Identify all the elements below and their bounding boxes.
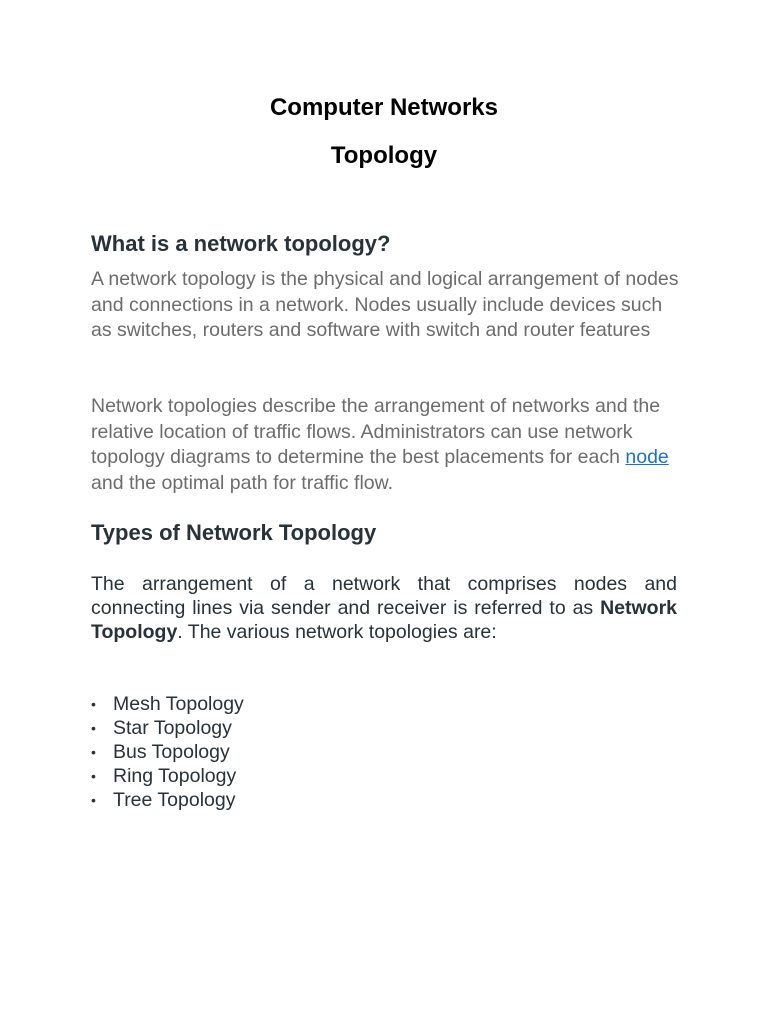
paragraph-types-text-end: . The various network topologies are:	[177, 621, 497, 643]
topology-list	[91, 692, 244, 812]
list-item	[91, 788, 244, 812]
list-item-label: Bus Topology	[113, 741, 230, 763]
bullet-icon: •	[91, 720, 96, 736]
section-heading-what-is-topology: What is a network topology?	[91, 231, 391, 256]
document-title: Computer Networks	[269, 94, 499, 121]
list-item	[91, 764, 244, 788]
bullet-icon: •	[91, 792, 96, 808]
paragraph-definition: A network topology is the physical and logical arrangement of nodes and connections in a network. Nodes usually include devices such as switches, routers and software with switch and router features	[91, 268, 679, 342]
document-subtitle: Topology	[330, 142, 438, 169]
section-heading-types: Types of Network Topology	[91, 520, 377, 545]
paragraph-description-text: Network topologies describe the arrangement of networks and the relative location of traffic flows. Administrators can use network topology diagrams to determine the best placements for each	[91, 395, 661, 469]
paragraph-description-text-end: and the optimal path for traffic flow.	[91, 471, 394, 494]
bullet-icon: •	[91, 696, 96, 712]
list-item-label: Ring Topology	[113, 765, 237, 787]
list-item-label: Tree Topology	[113, 789, 236, 811]
paragraph-types-intro	[91, 572, 677, 644]
paragraph-types-text: The arrangement of a network that comprises nodes and connecting lines via sender and receiver is referred to as	[91, 573, 677, 619]
bullet-icon: •	[91, 768, 96, 784]
list-item-label: Mesh Topology	[113, 693, 244, 715]
paragraph-description	[91, 394, 681, 496]
list-item-label: Star Topology	[113, 717, 232, 739]
node-link[interactable]: node	[625, 446, 669, 469]
bullet-icon: •	[91, 744, 96, 760]
bold-term: Network Topology	[91, 597, 677, 643]
list-item	[91, 716, 244, 740]
list-item	[91, 692, 244, 716]
list-item	[91, 740, 244, 764]
